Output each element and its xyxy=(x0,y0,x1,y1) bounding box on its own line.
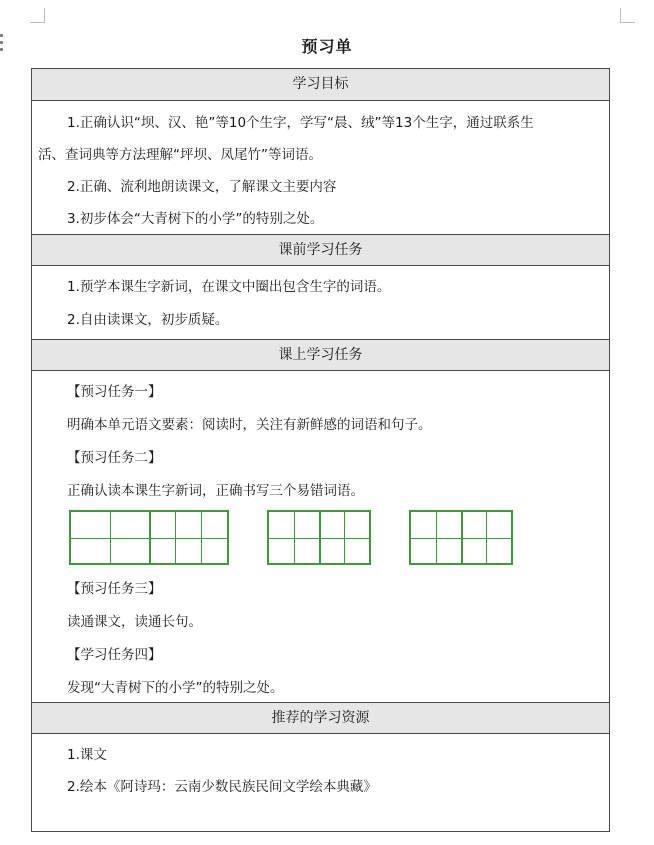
task-description: 正确认读本课生字新词，正确书写三个易错词语。 xyxy=(67,483,364,499)
resource-line: 2.绘本《阿诗玛：云南少数民族民间文学绘本典藏》 xyxy=(67,779,377,795)
task-heading: 【预习任务二】 xyxy=(67,450,162,466)
task-description: 读通课文，读通长句。 xyxy=(67,614,202,630)
goal-line: 1.正确认识“坝、汉、艳”等10个生字，学写“晨、绒”等13个生字，通过联系生 xyxy=(67,115,534,131)
writing-grid[interactable] xyxy=(409,510,513,565)
goal-line: 2.正确、流利地朗读课文，了解课文主要内容 xyxy=(67,179,337,195)
resource-line: 1.课文 xyxy=(67,747,107,763)
task-heading: 【预习任务一】 xyxy=(67,384,162,400)
section-header-recommended-resources: 推荐的学习资源 xyxy=(32,702,609,734)
writing-grid[interactable] xyxy=(69,510,229,565)
task-heading: 【预习任务三】 xyxy=(67,581,162,597)
pre-class-task-line: 1.预学本课生字新词，在课文中圈出包含生字的词语。 xyxy=(67,279,391,295)
page-title: 预习单 xyxy=(301,37,353,56)
pre-class-task-line: 2.自由读课文，初步质疑。 xyxy=(67,312,229,328)
task-heading: 【学习任务四】 xyxy=(67,647,162,663)
section-header-in-class-tasks: 课上学习任务 xyxy=(32,339,609,371)
section-header-pre-class-tasks: 课前学习任务 xyxy=(32,234,609,266)
task-description: 明确本单元语文要素：阅读时，关注有新鲜感的词语和句子。 xyxy=(67,417,432,433)
goal-line: 活、查词典等方法理解“坪坝、凤尾竹”等词语。 xyxy=(38,147,322,163)
section-header-learning-goals: 学习目标 xyxy=(32,69,609,101)
page-corner-mark xyxy=(30,8,45,23)
study-sheet-table xyxy=(31,68,610,832)
goal-line: 3.初步体会“大青树下的小学”的特别之处。 xyxy=(67,211,324,227)
page-corner-mark xyxy=(620,8,635,23)
task-description: 发现“大青树下的小学”的特别之处。 xyxy=(67,680,284,696)
writing-grid[interactable] xyxy=(267,510,371,565)
